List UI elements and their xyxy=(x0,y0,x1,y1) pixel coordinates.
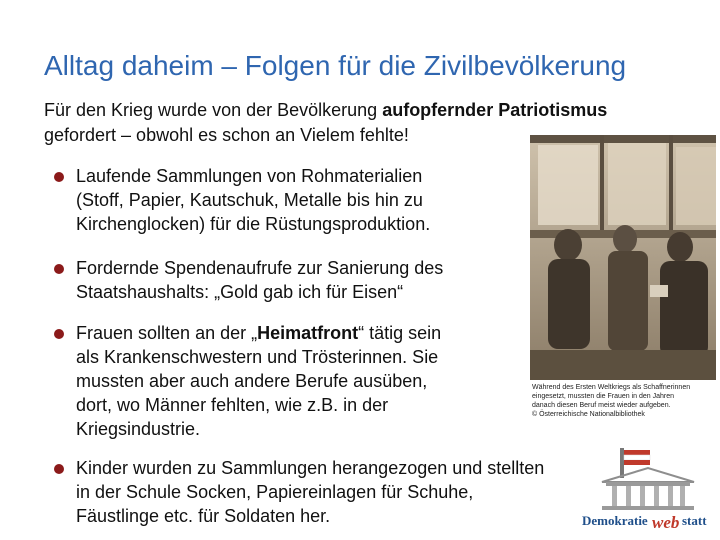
bullet-dot xyxy=(54,172,64,182)
bullet-line: Fordernde Spendenaufrufe zur Sanierung des xyxy=(76,258,444,278)
bullet-line: mussten aber auch andere Berufe ausüben, xyxy=(76,371,428,391)
logo-text-statt: statt xyxy=(682,513,707,528)
slide-title: Alltag daheim – Folgen für die Zivilbevölkerung xyxy=(44,50,627,81)
bullet-line: Fäustlinge etc. für Soldaten her. xyxy=(76,506,331,526)
bullet-line: (Stoff, Papier, Kautschuk, Metalle bis hin zu xyxy=(76,190,423,210)
bullet-line: in der Schule Socken, Papiereinlagen für Schuhe, xyxy=(76,482,474,502)
caption-line: danach diesen Beruf meist wieder aufgeben. xyxy=(532,402,671,409)
bullet-line: Staatshaushalts: „Gold gab ich für Eisen“ xyxy=(76,282,404,302)
bullet-line xyxy=(76,321,441,345)
bullet-dot xyxy=(54,264,64,274)
bullet-line: als Krankenschwestern und Trösterinnen. Sie xyxy=(76,347,439,367)
bullet-text xyxy=(76,164,430,236)
bullet-text xyxy=(76,456,544,528)
caption-line: Während des Ersten Weltkriegs als Schaffnerinnen xyxy=(532,384,691,391)
bullet-line: dort, wo Männer fehlten, wie z.B. in der xyxy=(76,395,389,415)
bullet-dot xyxy=(54,329,64,339)
intro-text-start: Für den Krieg wurde von der Bevölkerung xyxy=(44,100,383,120)
bullet-line: Kinder wurden zu Sammlungen herangezogen und stellten xyxy=(76,458,545,478)
intro-text-end: gefordert – obwohl es schon an Vielem fehlte! xyxy=(44,125,409,145)
caption-line: eingesetzt, mussten die Frauen in den Jahren xyxy=(532,393,675,400)
bullet-text-start: Frauen sollten an der „ xyxy=(76,323,258,343)
bullet-text xyxy=(76,321,441,441)
bullet-text-end: “ tätig sein xyxy=(358,323,442,343)
bullet-line: Kriegsindustrie. xyxy=(76,419,201,439)
bullet-text xyxy=(76,256,443,304)
logo-text-web: web xyxy=(652,513,680,532)
caption-line: © Österreichische Nationalbibliothek xyxy=(532,411,645,418)
historical-photo xyxy=(530,135,716,380)
bullet-dot xyxy=(54,464,64,474)
photo-caption xyxy=(532,383,718,419)
logo-text-demokratie: Demokratie xyxy=(582,513,648,528)
bullet-line: Kirchenglocken) für die Rüstungsproduktion. xyxy=(76,214,431,234)
bullet-bold: Heimatfront xyxy=(257,323,359,343)
intro-bold: aufopfernder Patriotismus xyxy=(382,100,608,120)
bullet-line: Laufende Sammlungen von Rohmaterialien xyxy=(76,166,423,186)
demokratiewebstatt-logo xyxy=(582,448,714,532)
